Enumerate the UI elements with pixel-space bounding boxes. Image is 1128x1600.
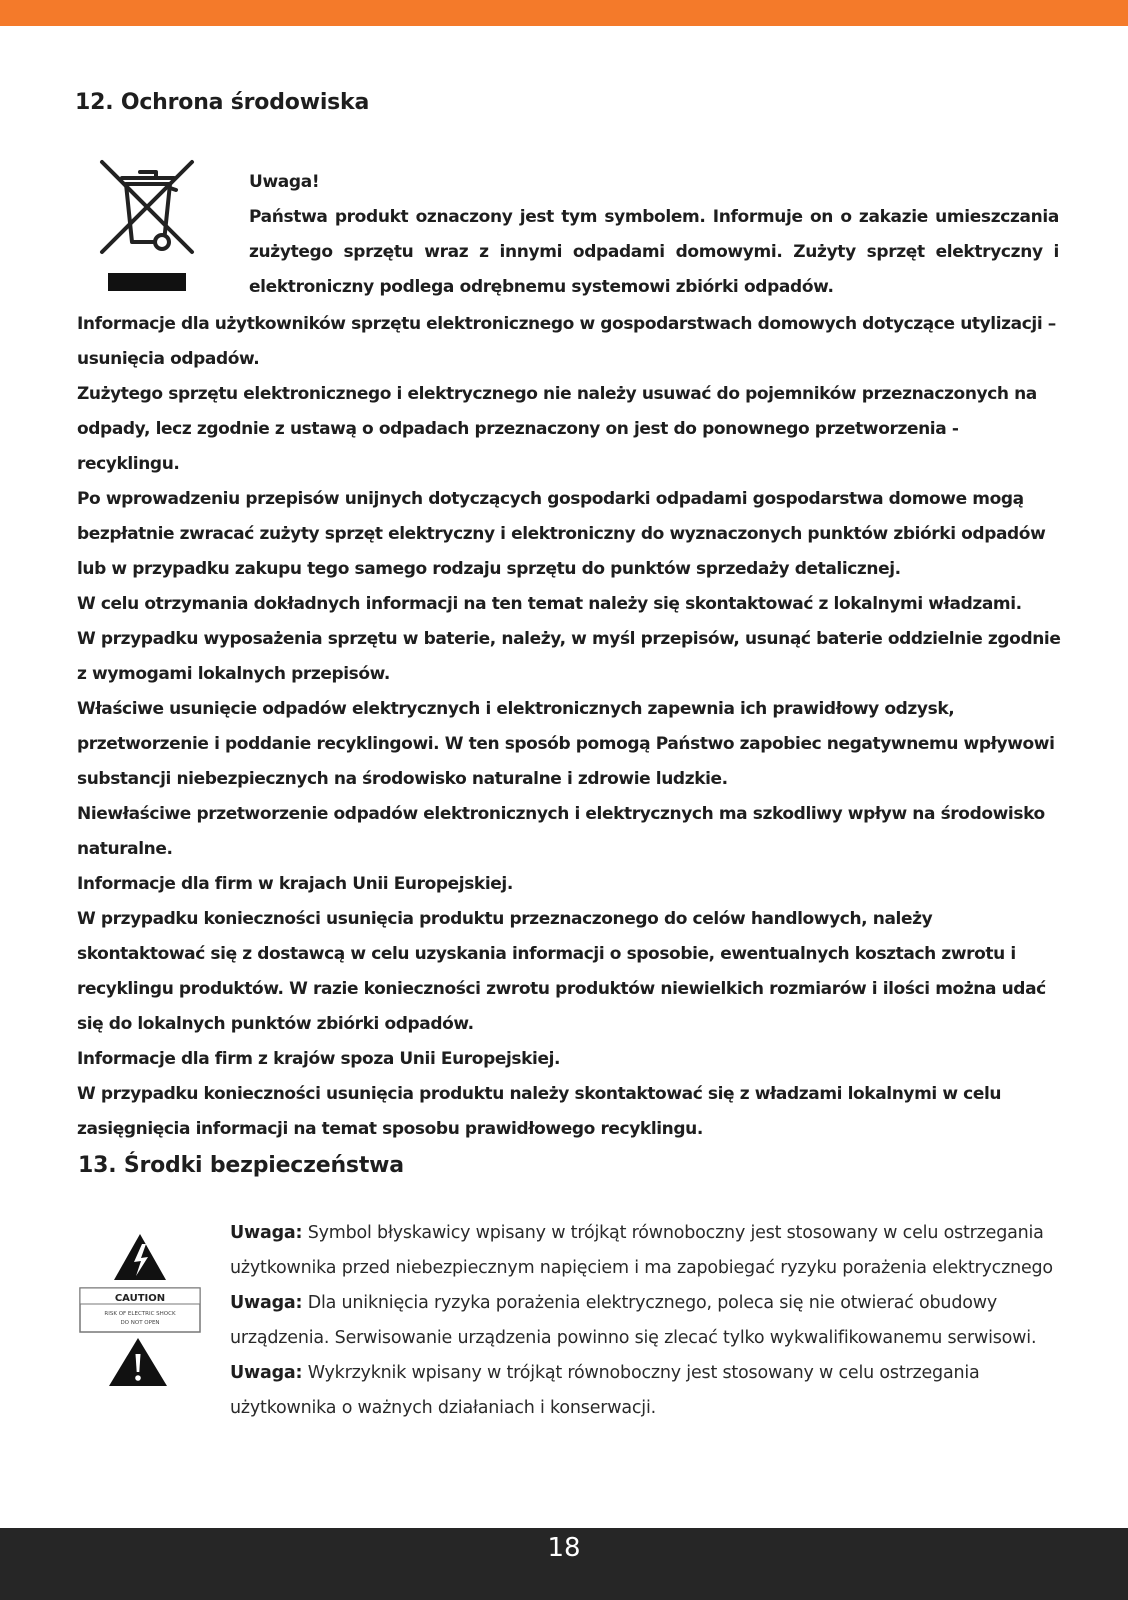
paragraph: Właściwe usunięcie odpadów elektrycznych i elektronicznych zapewnia ich prawidłowy odzysk, przetworzenie i poddanie recyklingowi. W ten sposób pomogą Państwo zapobiec negatywnemu wpływowi substancji niebezpiecznych na środowisko naturalne i zdrowie ludzkie.: [77, 699, 1055, 789]
paragraph: Niewłaściwe przetworzenie odpadów elektronicznych i elektrycznych ma szkodliwy wpływ na środowisko naturalne.: [77, 804, 1045, 859]
safety-item: [230, 1216, 1080, 1286]
caution-sub2: DO NOT OPEN: [120, 1320, 160, 1326]
paragraph: Informacje dla użytkowników sprzętu elektronicznego w gospodarstwach domowych dotyczące utylizacji – usunięcia odpadów.: [77, 314, 1056, 369]
caution-label: CAUTION: [114, 1293, 166, 1304]
paragraph: Informacje dla firm z krajów spoza Unii Europejskiej.: [77, 1049, 561, 1069]
paragraph: W przypadku konieczności usunięcia produktu przeznaczonego do celów handlowych, należy skontaktować się z dostawcą w celu uzyskania informacji o sposobie, ewentualnych kosztach zwrotu i recyklingu produktów. W razie konieczności zwrotu produktów niewielkich rozmiarów i ilości można udać się do lokalnych punktów zbiórki odpadów.: [77, 909, 1046, 1034]
paragraph: W przypadku konieczności usunięcia produktu należy skontaktować się z władzami lokalnymi w celu zasięgnięcia informacji na temat sposobu prawidłowego recyklingu.: [77, 1084, 1002, 1139]
safety-item-text: Wykrzyknik wpisany w trójkąt równoboczny jest stosowany w celu ostrzegania użytkownika o ważnych działaniach i konserwacji.: [230, 1363, 980, 1418]
section-12-heading: 12. Ochrona środowiska: [75, 90, 370, 115]
weee-warning-block: [249, 165, 1059, 305]
top-accent-bar: [0, 0, 1128, 26]
crossed-out-wheelie-bin-icon: [96, 156, 200, 296]
section-12-body: [77, 307, 1062, 1147]
safety-item: [230, 1286, 1080, 1356]
safety-item-label: Uwaga:: [230, 1293, 303, 1313]
paragraph: Po wprowadzeniu przepisów unijnych dotyczących gospodarki odpadami gospodarstwa domowe mogą bezpłatnie zwracać zużyty sprzęt elektryczny i elektroniczny do wyznaczonych punktów zbiórki odpadów lub w przypadku zakupu tego samego rodzaju sprzętu do punktów sprzedaży detalicznej.: [77, 489, 1046, 579]
safety-item: [230, 1356, 1080, 1426]
safety-item-text: Dla uniknięcia ryzyka porażenia elektrycznego, poleca się nie otwierać obudowy urządzenia. Serwisowanie urządzenia powinno się zlecać tylko wykwalifikowanemu serwisowi.: [230, 1293, 1037, 1348]
section-13-heading: 13. Środki bezpieczeństwa: [78, 1153, 404, 1178]
safety-item-text: Symbol błyskawicy wpisany w trójkąt równoboczny jest stosowany w celu ostrzegania użytkownika przed niebezpiecznym napięciem i ma zapobiegać ryzyku porażenia elektrycznego: [230, 1223, 1053, 1278]
warning-text: Państwa produkt oznaczony jest tym symbolem. Informuje on o zakazie umieszczania zużytego sprzętu wraz z innymi odpadami domowymi. Zużyty sprzęt elektryczny i elektroniczny podlega odrębnemu systemowi zbiórki odpadów.: [249, 207, 1059, 297]
caution-sub1: RISK OF ELECTRIC SHOCK: [104, 1311, 176, 1317]
paragraph: W przypadku wyposażenia sprzętu w baterie, należy, w myśl przepisów, usunąć baterie oddzielnie zgodnie z wymogami lokalnych przepisów.: [77, 629, 1061, 684]
safety-item-label: Uwaga:: [230, 1363, 303, 1383]
section-13-body: [230, 1216, 1080, 1426]
paragraph: W celu otrzymania dokładnych informacji na ten temat należy się skontaktować z lokalnymi władzami.: [77, 594, 1022, 614]
paragraph: Informacje dla firm w krajach Unii Europejskiej.: [77, 874, 513, 894]
paragraph: Zużytego sprzętu elektronicznego i elektrycznego nie należy usuwać do pojemników przeznaczonych na odpady, lecz zgodnie z ustawą o odpadach przeznaczony on jest do ponownego przetworzenia - recyklingu.: [77, 384, 1037, 474]
safety-item-label: Uwaga:: [230, 1223, 303, 1243]
caution-electric-shock-label-icon: [78, 1230, 202, 1388]
warning-title: Uwaga!: [249, 172, 320, 192]
page-number: 18: [547, 1533, 581, 1563]
